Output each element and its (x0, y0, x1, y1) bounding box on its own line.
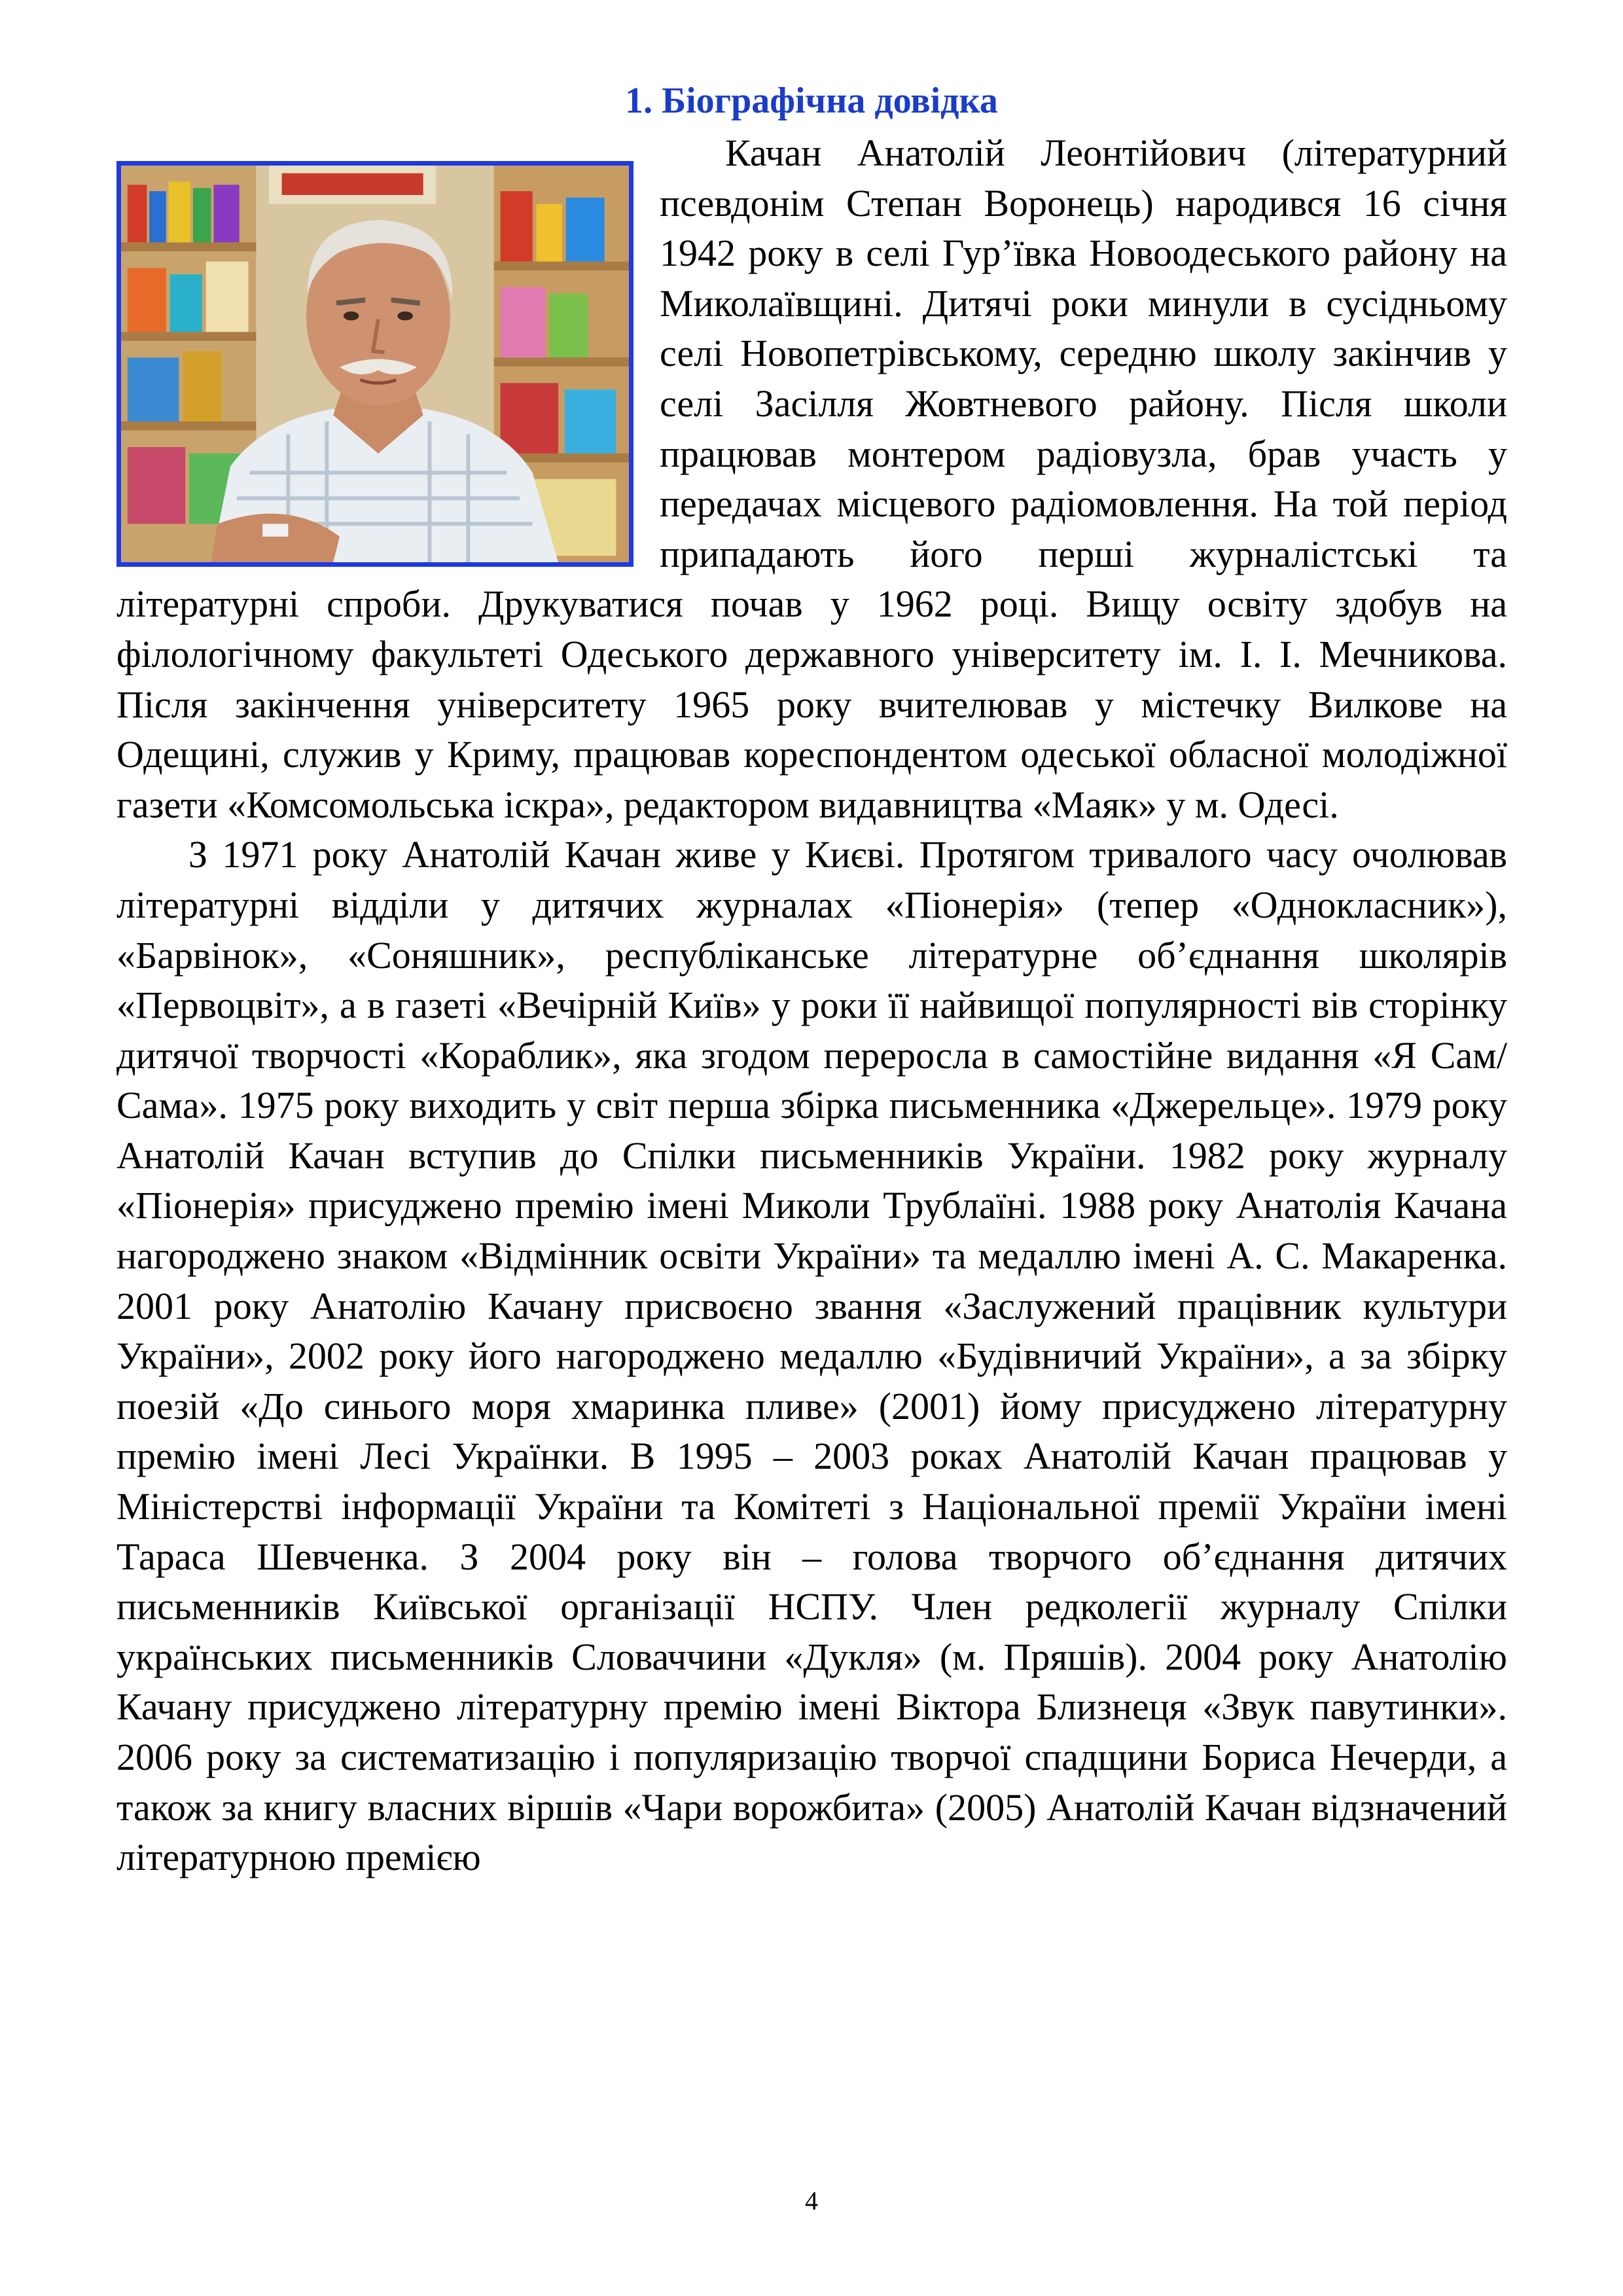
section-heading: 1. Біографічна довідка (625, 81, 998, 121)
page-number: 4 (805, 2186, 818, 2215)
portrait-photo (116, 161, 633, 567)
paragraph-2: З 1971 року Анатолій Качан живе у Києві. Протягом тривалого часу очолював літературні відділи у дитячих журналах «Піонерія» (тепер «Однокласник»), «Барвінок», «Соняшник», республіканське літературне об’єднання школярів «Первоцвіт», а в газеті «Вечірній Київ» у роки її найвищої популярності вів сторінку дитячої творчості «Кораблик», яка згодом переросла в самостійне видання «Я Сам/Сама». 1975 року виходить у світ перша збірка письменника «Джерельце». 1979 року Анатолій Качан вступив до Спілки письменників України. 1982 року журналу «Піонерія» присуджено премію імені Миколи Трублаїні. 1988 року Анатолія Качана нагороджено знаком «Відмінник освіти України» та медаллю імені А. С. Макаренка. 2001 року Анатолію Качану присвоєно звання «Заслужений працівник культури України», 2002 року його нагороджено медаллю «Будівничий України», а за збірку поезій «До синього моря хмаринка пливе» (2001) йому присуджено літературну премію імені Лесі Українки. В 1995 – 2003 роках Анатолій Качан працював у Міністерстві інформації України та Комітеті з Національної премії України імені Тараса Шевченка. З 2004 року він – голова творчого об’єднання дитячих письменників Київської організації НСПУ. Член редколегії журналу Спілки українських письменників Словаччини «Дукля» (м. Пряшів). 2004 року Анатолію Качану присуджено літературну премію імені Віктора Близнеця «Звук павутинки». 2006 року за систематизацію і популяризацію творчої спадщини Бориса Нечерди, а також за книгу власних віршів «Чари ворожбита» (2005) Анатолій Качан відзначений літературною премією (116, 833, 1507, 1879)
paragraph-1-text: Качан Анатолій Леонтійович (літературний псевдонім Степан Воронець) народився 16 січня 1942 року в селі Гур’ївка Новоодеського району на Миколаївщині. Дитячі роки минули в сусідньому селі Новопетрівському, середню школу закінчив у селі Засілля Жовтневого району. Після школи працював монтером радіовузла, брав участь у передачах місцевого радіомовлення. На той період припадають його перші журналістські та літературні спроби. Друкуватися почав у 1962 році. Вищу освіту здобув на філологічному факультеті Одеського державного університету ім. І. І. Мечникова. Після закінчення університету 1965 року вчителював у містечку Вилкове на Одещині, служив у Криму, працював кореспондентом одеської обласної молодіжної газети «Комсомольська іскра», редактором видавництва «Маяк» у м. Одесі. (116, 132, 1507, 826)
body-text (116, 128, 1507, 1883)
portrait-image (121, 166, 629, 562)
